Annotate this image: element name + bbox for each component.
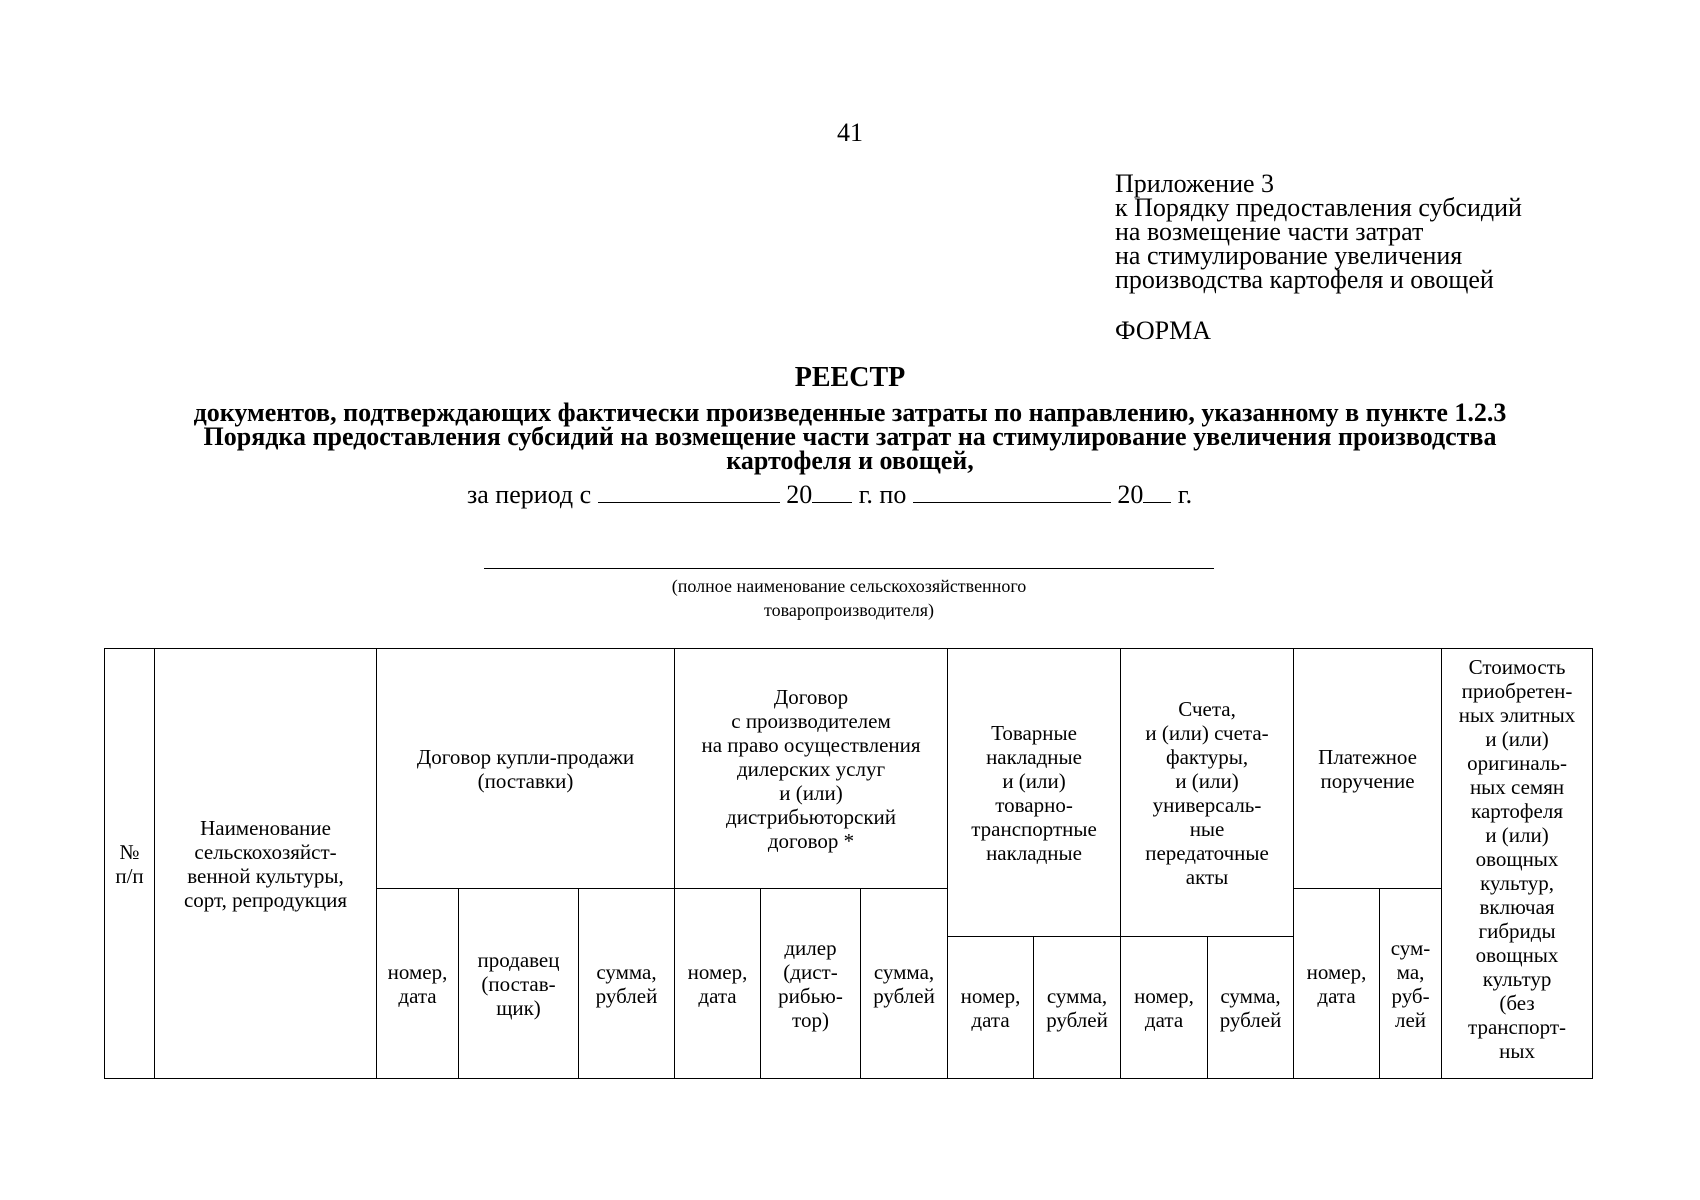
period-year-prefix-start: 20 [786, 480, 813, 509]
group-waybills-header: Товарные накладные и (или) товарно- транспортные накладные [948, 649, 1121, 937]
dealer-number-date-header: номер, дата [675, 889, 761, 1079]
registry-table [104, 648, 1593, 1079]
period-line [467, 480, 1192, 510]
payment-amount-header: сум- ма, руб- лей [1380, 889, 1442, 1079]
waybill-number-date-header: номер, дата [948, 937, 1034, 1079]
purchase-amount-header: сумма, рублей [579, 889, 675, 1079]
form-label: ФОРМА [1115, 316, 1211, 345]
document-subtitle [120, 398, 1580, 475]
invoice-amount-header: сумма, рублей [1208, 937, 1294, 1079]
invoice-number-date-header: номер, дата [1121, 937, 1208, 1079]
period-end-year-blank[interactable] [1143, 480, 1171, 503]
group-payment-order-header: Платежное поручение [1294, 649, 1442, 889]
payment-number-date-header: номер, дата [1294, 889, 1380, 1079]
period-prefix: за период с [467, 480, 592, 509]
period-suffix: г. [1177, 480, 1193, 509]
period-mid: г. по [858, 480, 907, 509]
annex-line: на стимулирование увеличения [1115, 241, 1463, 270]
purchase-seller-header: продавец (постав- щик) [459, 889, 579, 1079]
subtitle-line: Порядка предоставления субсидий на возмещение части затрат на стимулирование увеличения производства [203, 422, 1497, 451]
annex-line: на возмещение части затрат [1115, 217, 1424, 246]
subtitle-line: картофеля и овощей, [726, 446, 974, 475]
period-year-prefix-end: 20 [1117, 480, 1144, 509]
group-purchase-agreement-header: Договор купли-продажи (поставки) [377, 649, 675, 889]
column-seed-cost-header: Стоимость приобретен- ных элитных и (или) оригиналь- ных семян картофеля и (или) овощных культур, включая гибриды овощных культур (без транспорт- ных [1442, 649, 1593, 1079]
annex-line: Приложение 3 [1115, 169, 1275, 198]
column-number-header: № п/п [105, 649, 155, 1079]
waybill-amount-header: сумма, рублей [1034, 937, 1121, 1079]
group-dealer-agreement-header: Договор с производителем на право осуществления дилерских услуг и (или) дистрибьюторский договор * [675, 649, 948, 889]
period-start-date-blank[interactable] [598, 480, 780, 503]
column-crop-name-header: Наименование сельскохозяйст- венной культуры, сорт, репродукция [155, 649, 377, 1079]
document-title: РЕЕСТР [794, 362, 906, 393]
organization-name-field[interactable] [484, 568, 1214, 569]
annex-line: производства картофеля и овощей [1115, 265, 1494, 294]
annex-reference [1115, 169, 1522, 294]
period-end-date-blank[interactable] [913, 480, 1111, 503]
purchase-number-date-header: номер, дата [377, 889, 459, 1079]
page-number: 41 [837, 118, 863, 147]
subtitle-line: документов, подтверждающих фактически произведенные затраты по направлению, указанному в пункте 1.2.3 [193, 398, 1507, 427]
dealer-amount-header: сумма, рублей [861, 889, 948, 1079]
annex-line: к Порядку предоставления субсидий [1115, 193, 1522, 222]
organization-caption: (полное наименование сельскохозяйственного товаропроизводителя) [671, 576, 1027, 620]
dealer-name-header: дилер (дист- рибью- тор) [761, 889, 861, 1079]
group-invoices-header: Счета, и (или) счета- фактуры, и (или) универсаль- ные передаточные акты [1121, 649, 1294, 937]
period-start-year-blank[interactable] [812, 480, 852, 503]
